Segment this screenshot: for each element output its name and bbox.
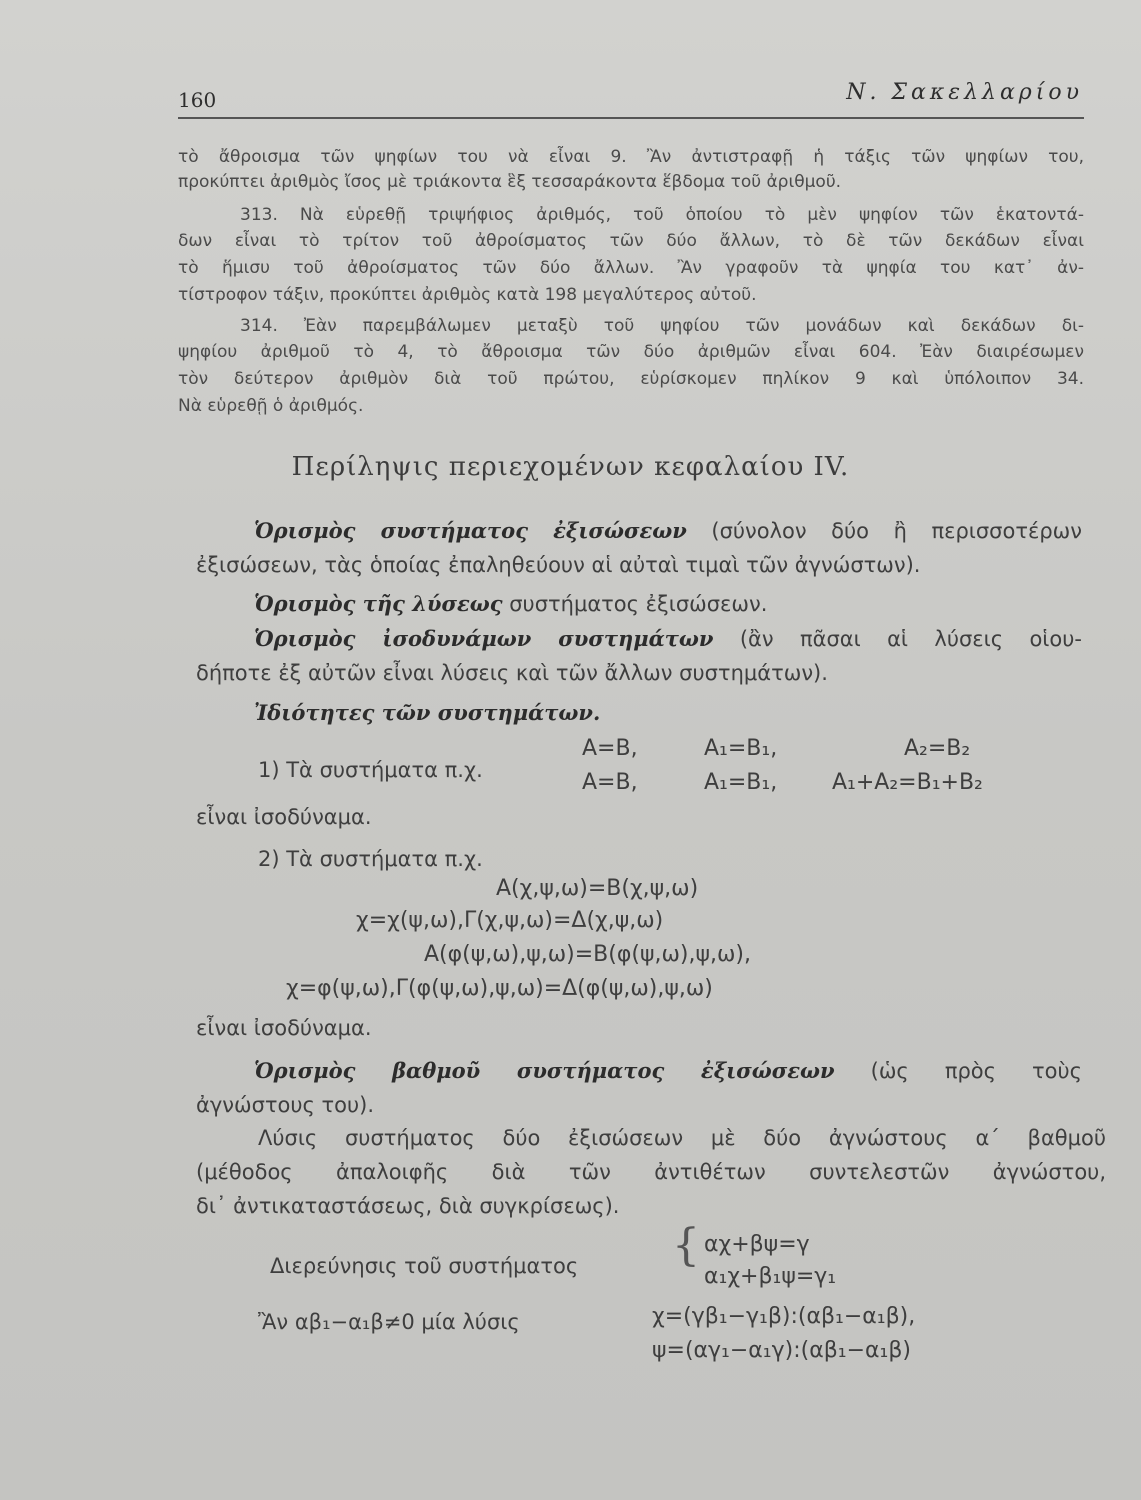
definition-text: (ὡς πρὸς τοὺς bbox=[870, 1059, 1082, 1083]
item2-eq: χ=χ(ψ,ω),Γ(χ,ψ,ω)=Δ(χ,ψ,ω) bbox=[356, 908, 664, 933]
section-heading: Περίληψις περιεχομένων κεφαλαίου IV. bbox=[291, 452, 850, 482]
system-eq: α₁χ+β₁ψ=γ₁ bbox=[704, 1264, 837, 1289]
item1-label: 1) Τὰ συστήματα π.χ. bbox=[258, 758, 483, 782]
page-number: 160 bbox=[178, 88, 217, 112]
system-brace: { bbox=[672, 1220, 700, 1271]
definition-title: Ὁρισμὸς τῆς λύσεως bbox=[254, 591, 503, 616]
header-rule bbox=[178, 117, 1084, 119]
equivalent-note: εἶναι ἰσοδύναμα. bbox=[196, 805, 372, 829]
text-line: 313. Νὰ εὑρεθῇ τριψήφιος ἀριθμός, τοῦ ὁποίου τὸ μὲν ψηφίον τῶν ἑκατοντά- bbox=[240, 205, 1084, 225]
text-line: δήποτε ἐξ αὐτῶν εἶναι λύσεις καὶ τῶν ἄλλων συστημάτων). bbox=[196, 661, 828, 685]
text-line: προκύπτει ἀριθμὸς ἴσος μὲ τριάκοντα ἓξ τεσσαράκοντα ἕβδομα τοῦ ἀριθμοῦ. bbox=[178, 172, 842, 192]
solution-methods bbox=[196, 1156, 1106, 1189]
item2-eq: χ=φ(ψ,ω),Γ(φ(ψ,ω),ψ,ω)=Δ(φ(ψ,ω),ψ,ω) bbox=[286, 976, 713, 1001]
text-line: τὸν δεύτερον ἀριθμὸν διὰ τοῦ πρώτου, εὑρίσκομεν πηλίκον 9 καὶ ὑπόλοιπον 34. bbox=[178, 369, 1084, 389]
properties-title bbox=[254, 696, 854, 730]
discussion-label: Διερεύνησις τοῦ συστήματος bbox=[270, 1254, 579, 1278]
item1-eq: A=B, bbox=[582, 736, 638, 761]
exercise-313 bbox=[178, 284, 1084, 307]
text-line: τίστροφον τάξιν, προκύπτει ἀριθμὸς κατὰ 198 μεγαλύτερος αὐτοῦ. bbox=[178, 285, 757, 305]
text-line: (μέθοδος ἀπαλοιφῆς διὰ τῶν ἀντιθέτων συντελεστῶν ἀγνώστου, bbox=[196, 1160, 1106, 1184]
definition-text: (σύνολον δύο ἢ περισσοτέρων bbox=[711, 519, 1082, 543]
definition-solution bbox=[254, 587, 1084, 621]
equivalent-note: εἶναι ἰσοδύναμα. bbox=[196, 1016, 372, 1040]
exercise-text bbox=[178, 171, 1084, 194]
definition-title: Ὁρισμὸς συστήματος ἐξισώσεων bbox=[254, 518, 687, 543]
text-line: ἐξισώσεων, τὰς ὁποίας ἐπαληθεύουν αἱ αὐταὶ τιμαὶ τῶν ἀγνώστων). bbox=[196, 553, 921, 577]
item1-eq: A₁=B₁, bbox=[704, 736, 778, 761]
text-line: Νὰ εὑρεθῇ ὁ ἀριθμός. bbox=[178, 396, 364, 416]
exercise-313 bbox=[178, 204, 1084, 227]
exercise-313 bbox=[178, 257, 1084, 280]
solution-x: χ=(γβ₁−γ₁β):(αβ₁−α₁β), bbox=[652, 1304, 916, 1329]
exercise-314 bbox=[178, 341, 1084, 364]
text-line: ψηφίου ἀριθμοῦ τὸ 4, τὸ ἄθροισμα τῶν δύο ἀριθμῶν εἶναι 604. Ἐὰν διαιρέσωμεν bbox=[178, 342, 1084, 362]
definition-equivalent-cont bbox=[196, 657, 1082, 690]
item2-label: 2) Τὰ συστήματα π.χ. bbox=[258, 847, 483, 871]
exercise-314 bbox=[178, 395, 1084, 418]
solution-methods: δι᾽ ἀντικαταστάσεως, διὰ συγκρίσεως). bbox=[196, 1194, 620, 1218]
item1-eq: A₁+A₂=B₁+B₂ bbox=[832, 770, 983, 795]
definition-title: Ὁρισμὸς ἰσοδυνάμων συστημάτων bbox=[254, 626, 714, 651]
condition-label: Ἂν αβ₁−α₁β≠0 μία λύσις bbox=[258, 1310, 520, 1334]
definition-text: (ἂν πᾶσαι αἱ λύσεις οἱου- bbox=[739, 627, 1082, 651]
item1-eq: A=B, bbox=[582, 770, 638, 795]
definition-system bbox=[196, 514, 1082, 548]
definition-title: Ὁρισμὸς βαθμοῦ συστήματος ἐξισώσεων bbox=[254, 1058, 835, 1083]
exercise-313 bbox=[178, 230, 1084, 253]
item1-eq: A₂=B₂ bbox=[904, 736, 971, 761]
definition-degree bbox=[196, 1054, 1082, 1088]
definition-text: συστήματος ἐξισώσεων. bbox=[509, 592, 768, 616]
solution-methods bbox=[196, 1122, 1106, 1155]
definition-system-cont bbox=[196, 549, 1096, 582]
running-head: Ν. Σακελλαρίου bbox=[846, 80, 1083, 105]
text-line: δων εἶναι τὸ τρίτον τοῦ ἀθροίσματος τῶν δύο ἄλλων, τὸ δὲ τῶν δεκάδων εἶναι bbox=[178, 231, 1084, 251]
solution-y: ψ=(αγ₁−α₁γ):(αβ₁−α₁β) bbox=[652, 1338, 911, 1363]
properties-title-text: Ἰδιότητες τῶν συστημάτων. bbox=[254, 700, 601, 725]
item2-eq: A(χ,ψ,ω)=B(χ,ψ,ω) bbox=[496, 876, 699, 901]
text-line: τὸ ἥμισυ τοῦ ἀθροίσματος τῶν δύο ἄλλων. Ἂν γραφοῦν τὰ ψηφία του κατ᾽ ἀν- bbox=[178, 258, 1084, 278]
exercise-314 bbox=[178, 368, 1084, 391]
definition-degree-cont: ἀγνώστους του). bbox=[196, 1093, 375, 1117]
system-eq: αχ+βψ=γ bbox=[704, 1232, 810, 1257]
text-line: τὸ ἄθροισμα τῶν ψηφίων του νὰ εἶναι 9. Ἂν ἀντιστραφῇ ἡ τάξις τῶν ψηφίων του, bbox=[178, 147, 1084, 167]
definition-equivalent bbox=[196, 622, 1082, 656]
item1-eq: A₁=B₁, bbox=[704, 770, 778, 795]
text-line: Λύσις συστήματος δύο ἐξισώσεων μὲ δύο ἀγνώστους α΄ βαθμοῦ bbox=[258, 1126, 1106, 1150]
exercise-text bbox=[178, 146, 1084, 169]
item2-eq: A(φ(ψ,ω),ψ,ω)=B(φ(ψ,ω),ψ,ω), bbox=[424, 942, 751, 967]
text-line: 314. Ἐὰν παρεμβάλωμεν μεταξὺ τοῦ ψηφίου τῶν μονάδων καὶ δεκάδων δι- bbox=[240, 316, 1084, 336]
exercise-314 bbox=[178, 315, 1084, 338]
